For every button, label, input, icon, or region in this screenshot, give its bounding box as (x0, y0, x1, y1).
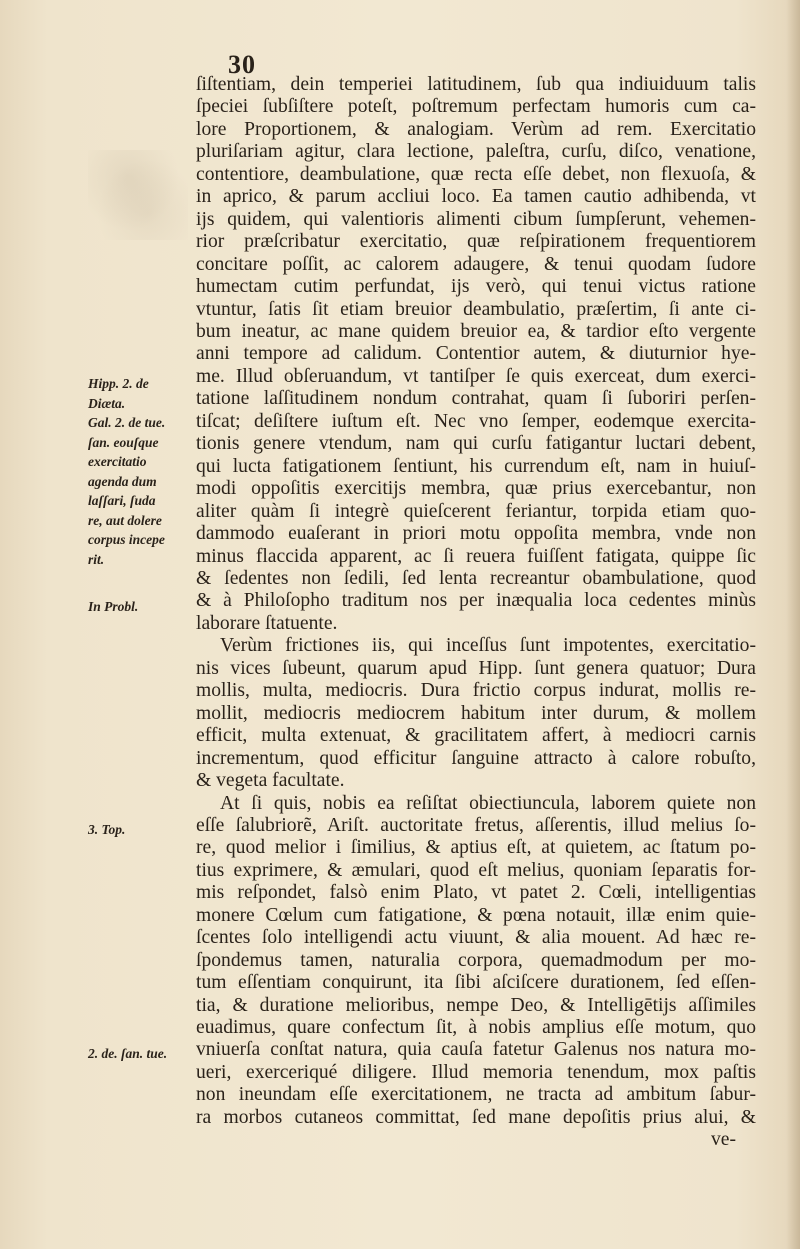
margin-note-line: rit. (88, 551, 105, 567)
text-line: & à Philoſopho traditum nos per inæqualia loca cedentes minùs (196, 590, 756, 612)
text-line: in aprico, & parum accliui loco. Ea tamen cautio adhibenda, vt (196, 186, 756, 208)
text-line: bum ineatur, ac mane quidem breuior ea, & tardior eſto vergente (196, 320, 756, 342)
text-line: eſſe ſalubriorẽ, Ariſt. auctoritate fretus, aſſerentis, illud melius ſo- (196, 814, 756, 836)
margin-note-line: corpus incepe (88, 532, 165, 547)
margin-note-line: exercitatio (88, 454, 147, 469)
text-line: incrementum, quod efficitur ſanguine attracto à calore robuſto, (196, 747, 756, 769)
text-line: monere Cœlum cum fatigatione, & pœna notauit, illæ enim quie- (196, 904, 756, 926)
page-edge-shadow (786, 0, 800, 1249)
text-line: euadimus, quare confectum ſit, à nobis amplius eſſe motum, quo (196, 1017, 756, 1039)
page-number: 30 (228, 50, 256, 79)
text-line: contentiore, deambulatione, quæ recta eſſe debet, non flexuoſa, & (196, 163, 756, 185)
text-line: tia, & duratione melioribus, nempe Deo, & Intelligētijs aſſimiles (196, 994, 756, 1016)
text-line: minus flaccida apparent, ac ſi reuera fuiſſent fatigata, quippe ſic (196, 545, 756, 567)
text-line: pluriſariam agitur, clara lectione, paleſtra, curſu, diſco, venatione, (196, 141, 756, 163)
margin-note-line: ſan. eouſque (88, 434, 159, 450)
text-line: vtuntur, ſatis ſit etiam breuior deambulatio, præſertim, ſi ante ci- (196, 298, 756, 320)
text-line: tius exprimere, & æmulari, quod eſt melius, quoniam ſeparatis for- (196, 859, 756, 881)
text-line: ra morbos cutaneos committat, ſed mane depoſitis prius alui, & (196, 1106, 756, 1128)
text-line: anni tempore ad calidum. Contentior autem, & diuturnior hye- (196, 343, 756, 365)
text-line: vniuerſa conſtat natura, quia cauſa fatetur Galenus nos natura mo- (196, 1039, 756, 1061)
margin-note-line: Gal. 2. de tue. (88, 415, 166, 430)
text-line: aliter quàm ſi integrè quieſcerent feriantur, torpida etiam quo- (196, 500, 756, 522)
margin-note-top (88, 820, 192, 840)
text-line: ſpondemus tamen, naturalia corpora, quemadmodum per mo- (196, 949, 756, 971)
margin-note-line: Diæta. (88, 395, 126, 411)
text-line: concitare poſſit, ac calorem adaugere, & tenui quodam ſudore (196, 253, 756, 275)
text-line: mollis, multa, mediocris. Dura frictio corpus indurat, mollis re- (196, 680, 756, 702)
text-line: ſpeciei ſubſiſtere poteſt, poſtremum perfectam humoris cum ca- (196, 96, 756, 118)
text-line: humectam cutim perfundat, ijs verò, qui tenui victus ratione (196, 276, 756, 298)
margin-note-line: Hipp. 2. de (88, 376, 149, 391)
paragraph-start-line: Verùm frictiones iis, qui inceſſus ſunt impotentes, exercitatio- (220, 635, 756, 657)
text-line: tum eſſentiam conquirunt, ita ſibi aſciſcere durationem, ſed eſſen- (196, 972, 756, 994)
text-line: me. Illud obſeruandum, vt tantiſper ſe quis exerceat, dum exerci- (196, 365, 756, 387)
text-line: laborare ſtatuente. (196, 612, 338, 634)
catchword: ve- (710, 1129, 736, 1151)
margin-note-line: laſſari, ſuda (88, 493, 156, 508)
text-line: ijs quidem, qui valentioris alimenti cibum ſumpſerunt, vehemen- (196, 208, 756, 230)
margin-note-line: 3. Top. (88, 822, 126, 837)
text-line: re, quod melior i ſimilius, & aptius eſt, at quietem, ac ſtatum po- (196, 837, 756, 859)
text-line: non ineundam eſſe exercitationem, ne tracta ad ambitum ſabur- (196, 1084, 756, 1106)
text-line: ſiſtentiam, dein temperiei latitudinem, ſub qua indiuiduum talis (196, 74, 756, 95)
margin-note-line: re, aut dolere (88, 512, 162, 528)
text-line: tiſcat; deſiſtere iuſtum eſt. Nec vno ſemper, eodemque exercita- (196, 410, 756, 432)
text-line: ſcentes ſolo intelligendi actu viuunt, & alia mouent. Ad hæc re- (196, 927, 756, 949)
text-line: & vegeta facultate. (196, 770, 345, 792)
text-line: lore Proportionem, & analogiam. Verùm ad rem. Exercitatio (196, 118, 756, 140)
text-line: dammodo euaſerant in priori motu oppoſita membra, vnde non (196, 523, 756, 545)
margin-note-line: agenda dum (88, 473, 157, 489)
margin-note-line: 2. de. ſan. tue. (88, 1046, 168, 1061)
text-line: qui lucta fatigationem ſentiunt, his currendum eſt, nam in huiuſ- (196, 455, 756, 477)
margin-note-line: In Probl. (88, 599, 139, 614)
text-line: tionis genere vtendum, nam qui curſu fatigantur luctari debent, (196, 433, 756, 455)
text-line: mollit, mediocris mediocrem habitum inter durum, & mollem (196, 702, 756, 724)
text-line: rior præſcribatur exercitatio, quæ reſpirationem frequentiorem (196, 231, 756, 253)
margin-note-de-san-tue (88, 1044, 192, 1064)
text-line: modi oppoſitis exercitijs membra, quæ prius exercebantur, non (196, 478, 756, 500)
text-line: tatione laſſitudinem nondum contrahat, quam ſi ſuboriri perſen- (196, 388, 756, 410)
main-text-block (196, 74, 756, 1152)
text-line: nis vices ſubeunt, quarum apud Hipp. ſunt genera quatuor; Dura (196, 657, 756, 679)
text-line: ueri, exerceriqué diligere. Illud memoria tenendum, mox paſtis (196, 1061, 756, 1083)
show-through-stain (88, 150, 188, 240)
text-line: efficit, multa extenuat, & gracilitatem affert, à mediocri carnis (196, 725, 756, 747)
text-line: & ſedentes non ſedili, ſed lenta recreantur obambulatione, quod (196, 567, 756, 589)
margin-note-in-probl (88, 597, 192, 617)
margin-note-hipp-diaeta (88, 374, 192, 569)
paragraph-start-line: At ſi quis, nobis ea reſiſtat obiectiuncula, laborem quiete non (220, 792, 756, 814)
text-line: mis reſpondet, falsò enim Plato, vt patet 2. Cœli, intelligentias (196, 882, 756, 904)
